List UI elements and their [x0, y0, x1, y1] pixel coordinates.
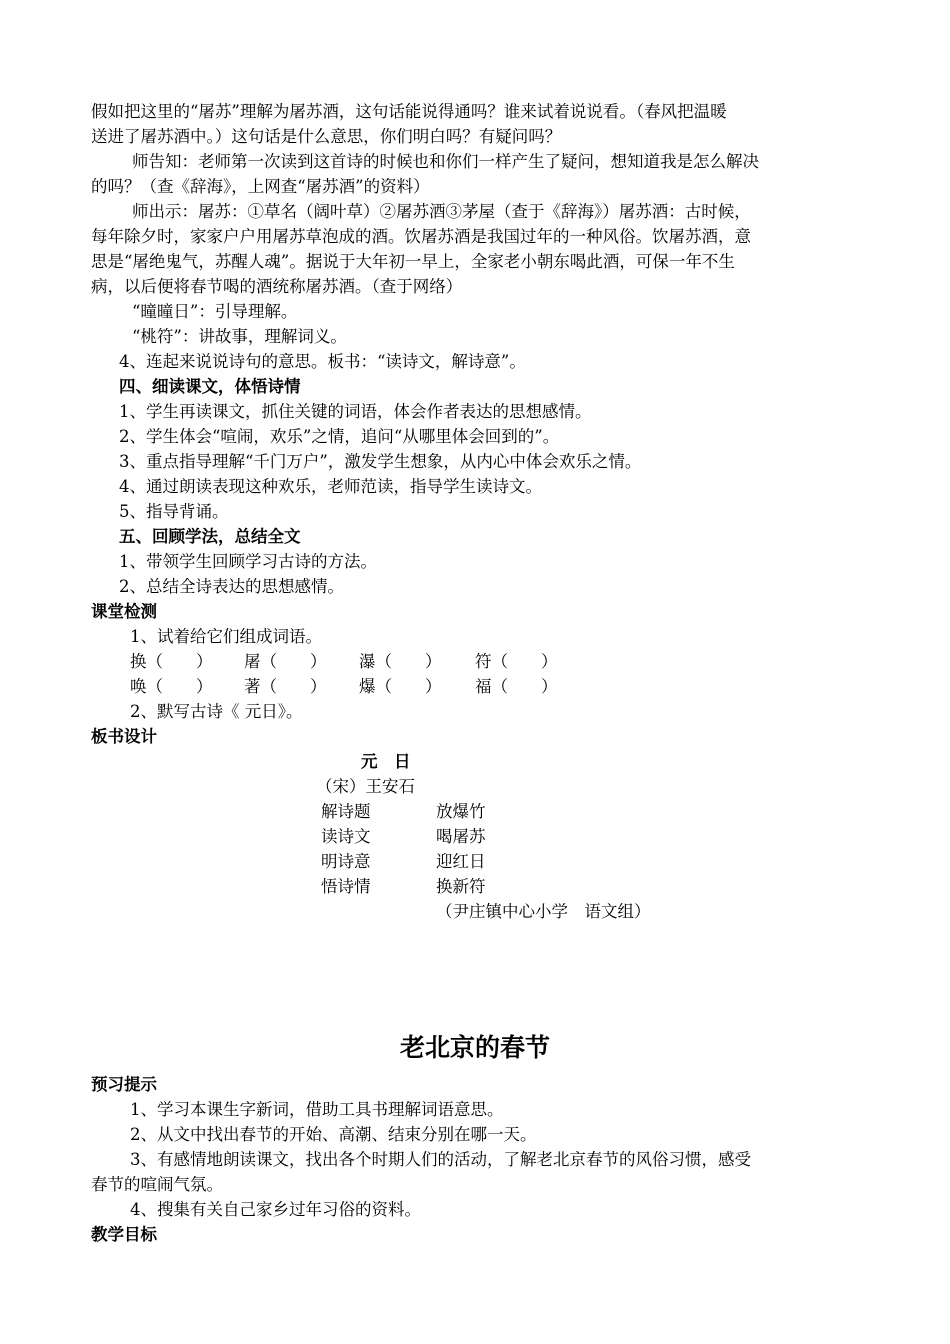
question: 1、试着给它们组成词语。	[130, 627, 322, 646]
section-heading: 四、细读课文，体悟诗情	[119, 377, 301, 396]
paragraph-line: “曈曈日”：引导理解。	[132, 302, 298, 321]
section-heading: 预习提示	[91, 1075, 157, 1094]
paragraph-line: 师告知：老师第一次读到这首诗的时候也和你们一样产生了疑问，想知道我是怎么解决	[132, 152, 759, 171]
paragraph-line: 思是“屠绝鬼气，苏醒人魂”。据说于大年初一早上，全家老小朝东喝此酒，可保一年不生	[91, 252, 735, 271]
section-heading: 板书设计	[91, 727, 157, 746]
word-blank: 爆（ ）	[359, 677, 442, 696]
section-heading: 五、回顾学法，总结全文	[119, 527, 301, 546]
board-author: （宋）王安石	[316, 777, 415, 796]
section-heading: 课堂检测	[91, 602, 157, 621]
list-item: 2、学生体会“喧闹，欢乐”之情，追问“从哪里体会回到的”。	[119, 427, 560, 446]
list-item: 4、通过朗读表现这种欢乐，老师范读，指导学生读诗文。	[119, 477, 542, 496]
paragraph-line: 的吗？（查《辞海》，上网查“屠苏酒”的资料）	[91, 177, 430, 196]
list-item: 春节的喧闹气氛。	[91, 1175, 223, 1194]
word-blank: 瀑（ ）	[359, 652, 442, 671]
list-item: 4、搜集有关自己家乡过年习俗的资料。	[130, 1200, 421, 1219]
word-blank: 著（ ）	[244, 677, 327, 696]
paragraph-line: 师出示：屠苏：①草名（阔叶草）②屠苏酒③茅屋（查于《辞海》）屠苏酒：古时候，	[132, 202, 751, 221]
list-item: 1、学生再读课文，抓住关键的词语，体会作者表达的思想感情。	[119, 402, 592, 421]
list-item: 3、重点指导理解“千门万户”，激发学生想象，从内心中体会欢乐之情。	[119, 452, 642, 471]
list-item: 1、学习本课生字新词，借助工具书理解词语意思。	[130, 1100, 504, 1119]
list-item: 5、指导背诵。	[119, 502, 229, 521]
word-blank: 符（ ）	[475, 652, 558, 671]
paragraph-line: 病，以后便将春节喝的酒统称屠苏酒。（查于网络）	[91, 277, 463, 296]
lesson-title: 老北京的春节	[399, 1033, 550, 1062]
list-item: 3、有感情地朗读课文，找出各个时期人们的活动，了解老北京春节的风俗习惯，感受	[130, 1150, 751, 1169]
section-heading: 教学目标	[91, 1225, 157, 1244]
word-blank: 福（ ）	[475, 677, 558, 696]
word-blank: 唤（ ）	[130, 677, 213, 696]
list-item: 2、从文中找出春节的开始、高潮、结束分别在哪一天。	[130, 1125, 537, 1144]
question: 2、默写古诗《 元日》。	[130, 702, 303, 721]
board-right-item: 迎红日	[436, 852, 486, 871]
paragraph-line: 4、连起来说说诗句的意思。板书：“读诗文，解诗意”。	[119, 352, 526, 371]
list-item: 2、总结全诗表达的思想感情。	[119, 577, 344, 596]
board-left-item: 悟诗情	[321, 877, 371, 896]
credit-line: （尹庄镇中心小学 语文组）	[436, 902, 651, 921]
paragraph-line: “桃符”：讲故事，理解词义。	[132, 327, 347, 346]
word-blank: 屠（ ）	[244, 652, 327, 671]
board-right-item: 换新符	[436, 877, 486, 896]
board-right-item: 喝屠苏	[436, 827, 486, 846]
board-title: 元 日	[361, 752, 411, 771]
board-left-item: 解诗题	[321, 802, 371, 821]
paragraph-line: 每年除夕时，家家户户用屠苏草泡成的酒。饮屠苏酒是我国过年的一种风俗。饮屠苏酒，意	[91, 227, 751, 246]
board-right-item: 放爆竹	[436, 802, 486, 821]
board-left-item: 读诗文	[321, 827, 371, 846]
paragraph-line: 送进了屠苏酒中。）这句话是什么意思，你们明白吗？有疑问吗？	[91, 127, 562, 146]
list-item: 1、带领学生回顾学习古诗的方法。	[119, 552, 377, 571]
paragraph-line: 假如把这里的“屠苏”理解为屠苏酒，这句话能说得通吗？谁来试着说说看。（春风把温暖	[91, 102, 727, 121]
word-blank: 换（ ）	[130, 652, 213, 671]
board-left-item: 明诗意	[321, 852, 371, 871]
